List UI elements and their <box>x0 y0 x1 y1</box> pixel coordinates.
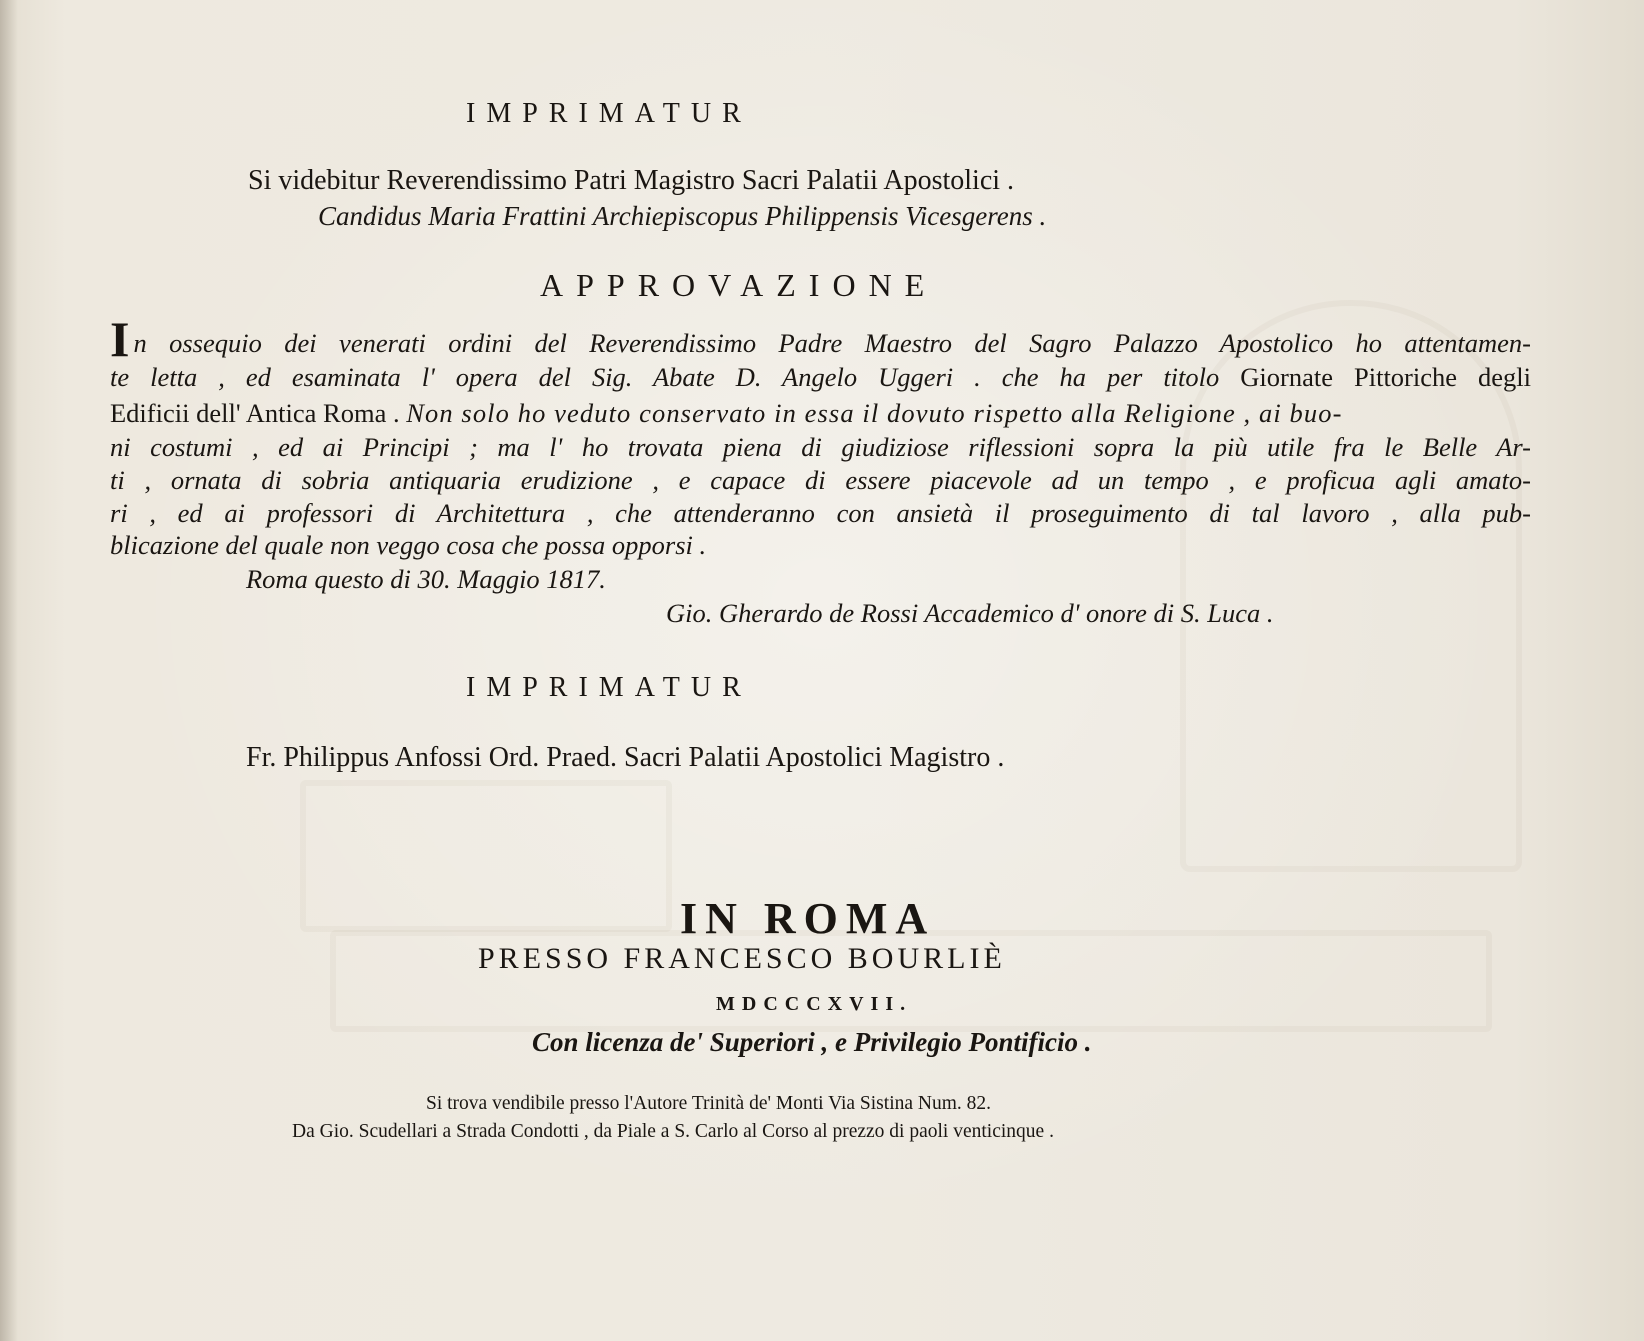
approval-line-4: ni costumi , ed ai Principi ; ma l' ho trovata piena di giudiziose riflessioni sopra la più utile fra le Belle Ar- <box>110 432 1531 462</box>
sale-line-1: Si trova vendibile presso l'Autore Trinità de' Monti Via Sistina Num. 82. <box>426 1093 992 1114</box>
approvazione-heading: APPROVAZIONE <box>540 267 938 303</box>
imprint-city: IN ROMA <box>680 894 936 943</box>
approval-date: Roma questo di 30. Maggio 1817. <box>246 564 606 594</box>
bleed-through-shape <box>300 780 672 932</box>
imprimatur-heading-2: IMPRIMATUR <box>466 672 752 703</box>
drop-cap: I <box>110 311 130 367</box>
approval-line-6: ri , ed ai professori di Architettura , che attenderanno con ansietà il proseguimento di tal lavoro , alla pub- <box>110 498 1531 528</box>
approval-line-7: blicazione del quale non veggo cosa che possa opporsi . <box>110 530 707 560</box>
imprimatur-heading-1: IMPRIMATUR <box>466 98 752 129</box>
approval-line-5: ti , ornata di sobria antiquaria erudizione , e capace di essere piacevole ad un tempo , e proficua agli amato- <box>110 465 1531 495</box>
imprint-printer: PRESSO FRANCESCO BOURLIÈ <box>478 942 1006 975</box>
imprint-license: Con licenza de' Superiori , e Privilegio Pontificio . <box>532 1027 1092 1057</box>
imprint-year: MDCCCXVII. <box>716 993 913 1015</box>
binding-shadow <box>0 0 18 1341</box>
work-title: Giornate Pittoriche degli <box>1240 362 1531 392</box>
approval-line-2: te letta , ed esaminata l' opera del Sig. Abate D. Angelo Uggeri . che ha per titolo Giornate Pittoriche degli <box>110 362 1531 392</box>
approval-signature: Gio. Gherardo de Rossi Accademico d' onore di S. Luca . <box>666 598 1274 628</box>
master-signature: Fr. Philippus Anfossi Ord. Praed. Sacri Palatii Apostolici Magistro . <box>246 742 1005 773</box>
imprimatur-text-1: Si videbitur Reverendissimo Patri Magistro Sacri Palatii Apostolici . <box>248 165 1015 196</box>
approval-line-3: Edificii dell' Antica Roma . Non solo ho veduto conservato in essa il dovuto rispetto alla Religione , ai buo- <box>110 398 1343 428</box>
approval-line-1: In ossequio dei venerati ordini del Reverendissimo Padre Maestro del Sagro Palazzo Apostolico ho attentamen- <box>110 311 1531 367</box>
vicegerent-signature: Candidus Maria Frattini Archiepiscopus Philippensis Vicesgerens . <box>318 201 1047 231</box>
sale-line-2: Da Gio. Scudellari a Strada Condotti , da Piale a S. Carlo al Corso al prezzo di paoli venticinque . <box>292 1121 1054 1142</box>
